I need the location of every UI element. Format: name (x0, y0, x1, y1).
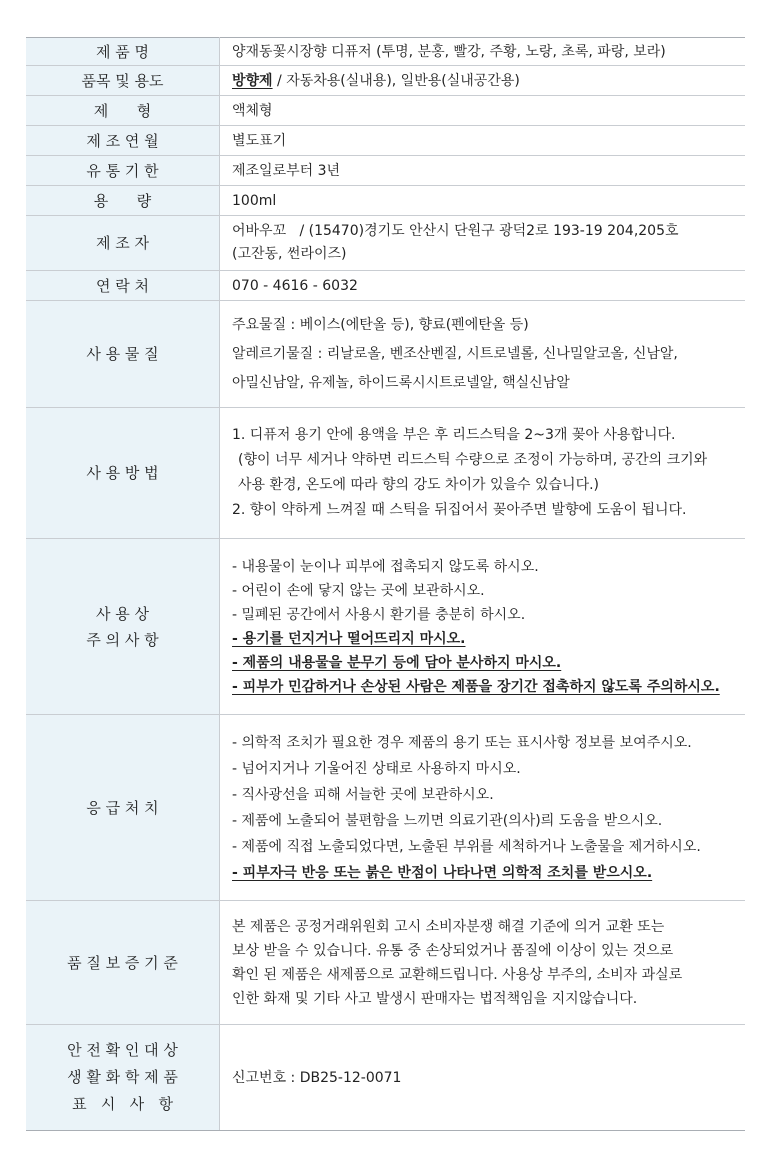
product-info-table (26, 37, 745, 1131)
table-row (26, 715, 745, 901)
table-row (26, 38, 745, 66)
row-label-quality-guarantee: 품 질 보 증 기 준 (26, 901, 220, 1025)
row-label-precautions: 사 용 상 주 의 사 항 (26, 539, 220, 715)
row-label-contact: 연 락 처 (26, 271, 220, 301)
row-label-usage: 사 용 방 법 (26, 408, 220, 539)
row-label-category: 품목 및 용도 (26, 66, 220, 96)
row-label-substances: 사 용 물 질 (26, 301, 220, 408)
row-label-manufacturer: 제 조 자 (26, 216, 220, 271)
table-row (26, 301, 745, 408)
row-value-expiry: 제조일로부터 3년 (220, 156, 746, 186)
row-value-safety-check: 신고번호 : DB25-12-0071 (220, 1025, 746, 1131)
precaution-warning: - 피부가 민감하거나 손상된 사람은 제품을 장기간 접촉하지 않도록 주의하시오. (232, 678, 720, 695)
table-row (26, 156, 745, 186)
row-label-manufacture-date: 제 조 연 월 (26, 126, 220, 156)
precaution-warning: - 용기를 던지거나 떨어뜨리지 마시오. (232, 630, 466, 647)
row-value-volume: 100ml (220, 186, 746, 216)
row-value-precautions: - 내용물이 눈이나 피부에 접촉되지 않도록 하시오. - 어린이 손에 닿지 않는 곳에 보관하시오. - 밀폐된 공간에서 사용시 환기를 충분히 하시오. - 용기를 던지거나 떨어뜨리지 마시오. - 제품의 내용물을 분무기 등에 담아 분사하지 마시오. - 피부가 민감하거나 손상된 사람은 제품을 장기간 접촉하지 않도록 주의하시오. (220, 539, 746, 715)
first-aid-warning: - 피부자극 반응 또는 붉은 반점이 나타나면 의학적 조치를 받으시오. (232, 864, 653, 881)
table-row (26, 1025, 745, 1131)
table-row (26, 901, 745, 1025)
row-value-substances: 주요물질 : 베이스(에탄올 등), 향료(펜에탄올 등) 알레르기물질 : 리날로올, 벤조산벤질, 시트로넬롤, 신나밀알코올, 신남알, 아밀신남알, 유제놀, 하이드록시시트로넬알, 핵실신남알 (220, 301, 746, 408)
row-value-quality-guarantee: 본 제품은 공정거래위원회 고시 소비자분쟁 해결 기준에 의거 교환 또는 보상 받을 수 있습니다. 유통 중 손상되었거나 품질에 이상이 있는 것으로 확인 된 제품은 새제품으로 교환해드립니다. 사용상 부주의, 소비자 과실로 인한 화재 및 기타 사고 발생시 판매자는 법적책임을 지지않습니다. (220, 901, 746, 1025)
category-emphasis: 방향제 (232, 72, 273, 89)
precaution-warning: - 제품의 내용물을 분무기 등에 담아 분사하지 마시오. (232, 654, 562, 671)
table-row (26, 408, 745, 539)
table-row (26, 126, 745, 156)
row-value-contact: 070 - 4616 - 6032 (220, 271, 746, 301)
row-label-form: 제 형 (26, 96, 220, 126)
table-row (26, 539, 745, 715)
table-row (26, 96, 745, 126)
row-label-safety-check: 안 전 확 인 대 상 생 활 화 학 제 품 표 시 사 항 (26, 1025, 220, 1131)
table-row (26, 186, 745, 216)
table-row (26, 66, 745, 96)
row-label-expiry: 유 통 기 한 (26, 156, 220, 186)
row-label-product-name: 제 품 명 (26, 38, 220, 66)
row-value-manufacture-date: 별도표기 (220, 126, 746, 156)
table-row (26, 216, 745, 271)
row-value-first-aid: - 의학적 조치가 필요한 경우 제품의 용기 또는 표시사항 정보를 보여주시오. - 넘어지거나 기울어진 상태로 사용하지 마시오. - 직사광선을 피해 서늘한 곳에 보관하시오. - 제품에 노출되어 불편함을 느끼면 의료기관(의사)릐 도움을 받으시오. - 제품에 직접 노출되었다면, 노출된 부위를 세척하거나 노출물을 제거하시오. - 피부자극 반응 또는 붉은 반점이 나타나면 의학적 조치를 받으시오. (220, 715, 746, 901)
row-value-usage: 1. 디퓨저 용기 안에 용액을 부은 후 리드스틱을 2~3개 꽂아 사용합니다. (향이 너무 세거나 약하면 리드스틱 수량으로 조정이 가능하며, 공간의 크기와 사용 환경, 온도에 따라 향의 강도 차이가 있을수 있습니다.) 2. 향이 약하게 느껴질 때 스틱을 뒤집어서 꽂아주면 발향에 도움이 됩니다. (220, 408, 746, 539)
row-label-volume: 용 량 (26, 186, 220, 216)
row-label-first-aid: 응 급 처 치 (26, 715, 220, 901)
table-row (26, 271, 745, 301)
row-value-form: 액체형 (220, 96, 746, 126)
row-value-manufacturer: 어바우꼬 / (15470)경기도 안산시 단원구 광덕2로 193-19 204,205호 (고잔동, 썬라이즈) (220, 216, 746, 271)
row-value-product-name: 양재동꽃시장향 디퓨저 (투명, 분홍, 빨강, 주황, 노랑, 초록, 파랑, 보라) (220, 38, 746, 66)
row-value-category: 방향제 / 자동차용(실내용), 일반용(실내공간용) (220, 66, 746, 96)
